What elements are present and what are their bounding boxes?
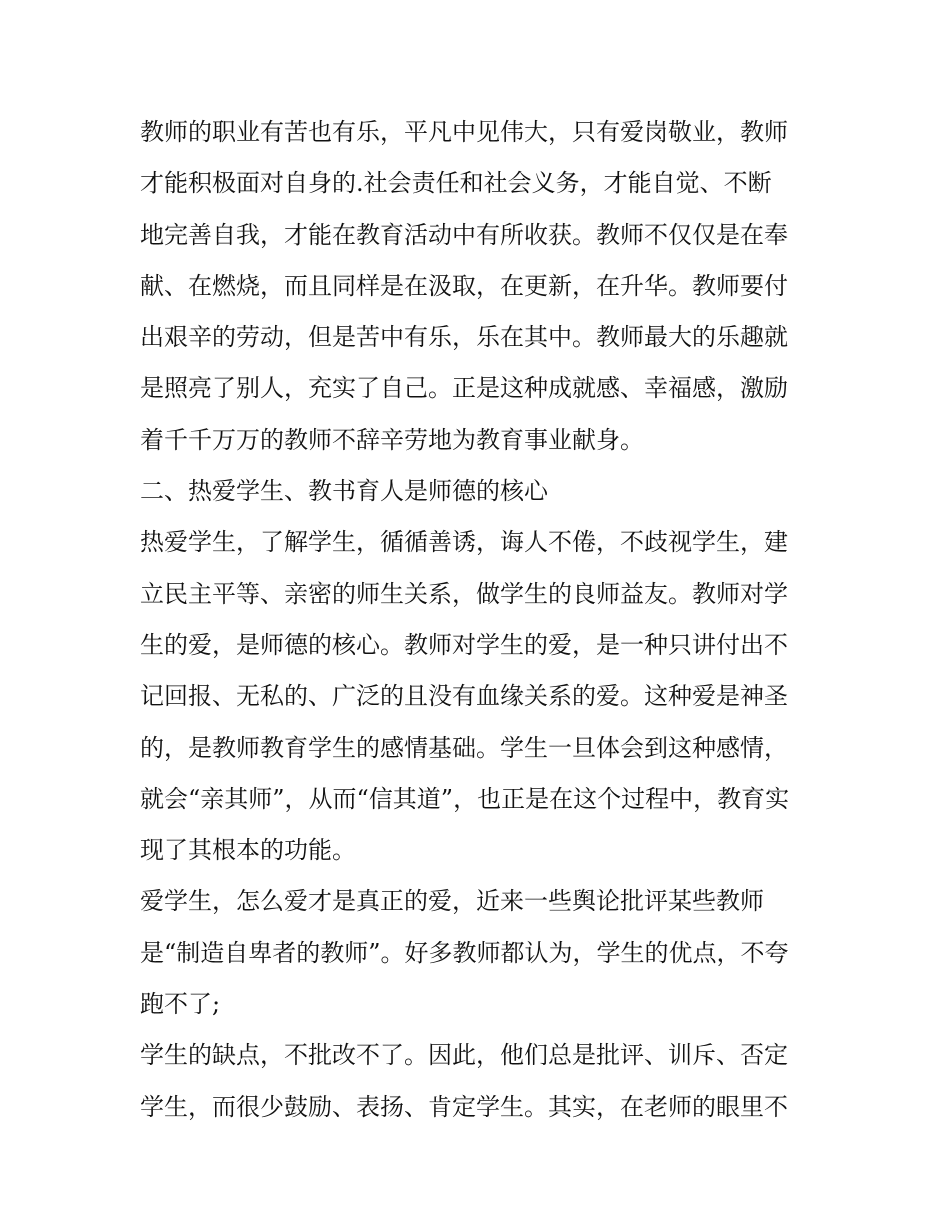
text-line: 出艰辛的劳动，但是苦中有乐，乐在其中。教师最大的乐趣就	[140, 323, 788, 352]
text-line: 是“制造自卑者的教师”。好多教师都认为，学生的优点，不夸	[140, 938, 789, 967]
text-line: 记回报、无私的、广泛的且没有血缘关系的爱。这种爱是神圣	[140, 682, 788, 711]
section-heading: 二、热爱学生、教书育人是师德的核心	[140, 477, 548, 506]
text-line: 献、在燃烧，而且同样是在汲取，在更新，在升华。教师要付	[140, 271, 788, 300]
text-line: 教师的职业有苦也有乐，平凡中见伟大，只有爱岗敬业，教师	[140, 118, 788, 146]
text-line: 学生，而很少鼓励、表扬、肯定学生。其实，在老师的眼里不	[140, 1092, 788, 1121]
text-line: 跑不了;	[140, 990, 221, 1019]
text-line: 爱学生，怎么爱才是真正的爱，近来一些舆论批评某些教师	[140, 887, 764, 916]
text-line: 生的爱，是师德的核心。教师对学生的爱，是一种只讲付出不	[140, 630, 788, 659]
text-line: 地完善自我，才能在教育活动中有所收获。教师不仅仅是在奉	[140, 220, 788, 249]
text-line: 就会“亲其师”，从而“信其道”，也正是在这个过程中，教育实	[140, 784, 790, 813]
text-line: 着千千万万的教师不辞辛劳地为教育事业献身。	[140, 425, 644, 454]
text-line: 才能积极面对自身的.社会责任和社会义务，才能自觉、不断	[140, 169, 772, 198]
text-line: 的，是教师教育学生的感情基础。学生一旦体会到这种感情，	[140, 733, 788, 762]
text-line: 现了其根本的功能。	[140, 836, 356, 865]
text-line: 热爱学生，了解学生，循循善诱，诲人不倦，不歧视学生，建	[140, 528, 788, 557]
text-line: 是照亮了别人，充实了自己。正是这种成就感、幸福感，激励	[140, 374, 788, 403]
text-line: 学生的缺点，不批改不了。因此，他们总是批评、训斥、否定	[140, 1041, 788, 1070]
document-body	[140, 107, 820, 1133]
text-line: 立民主平等、亲密的师生关系，做学生的良师益友。教师对学	[140, 579, 788, 608]
